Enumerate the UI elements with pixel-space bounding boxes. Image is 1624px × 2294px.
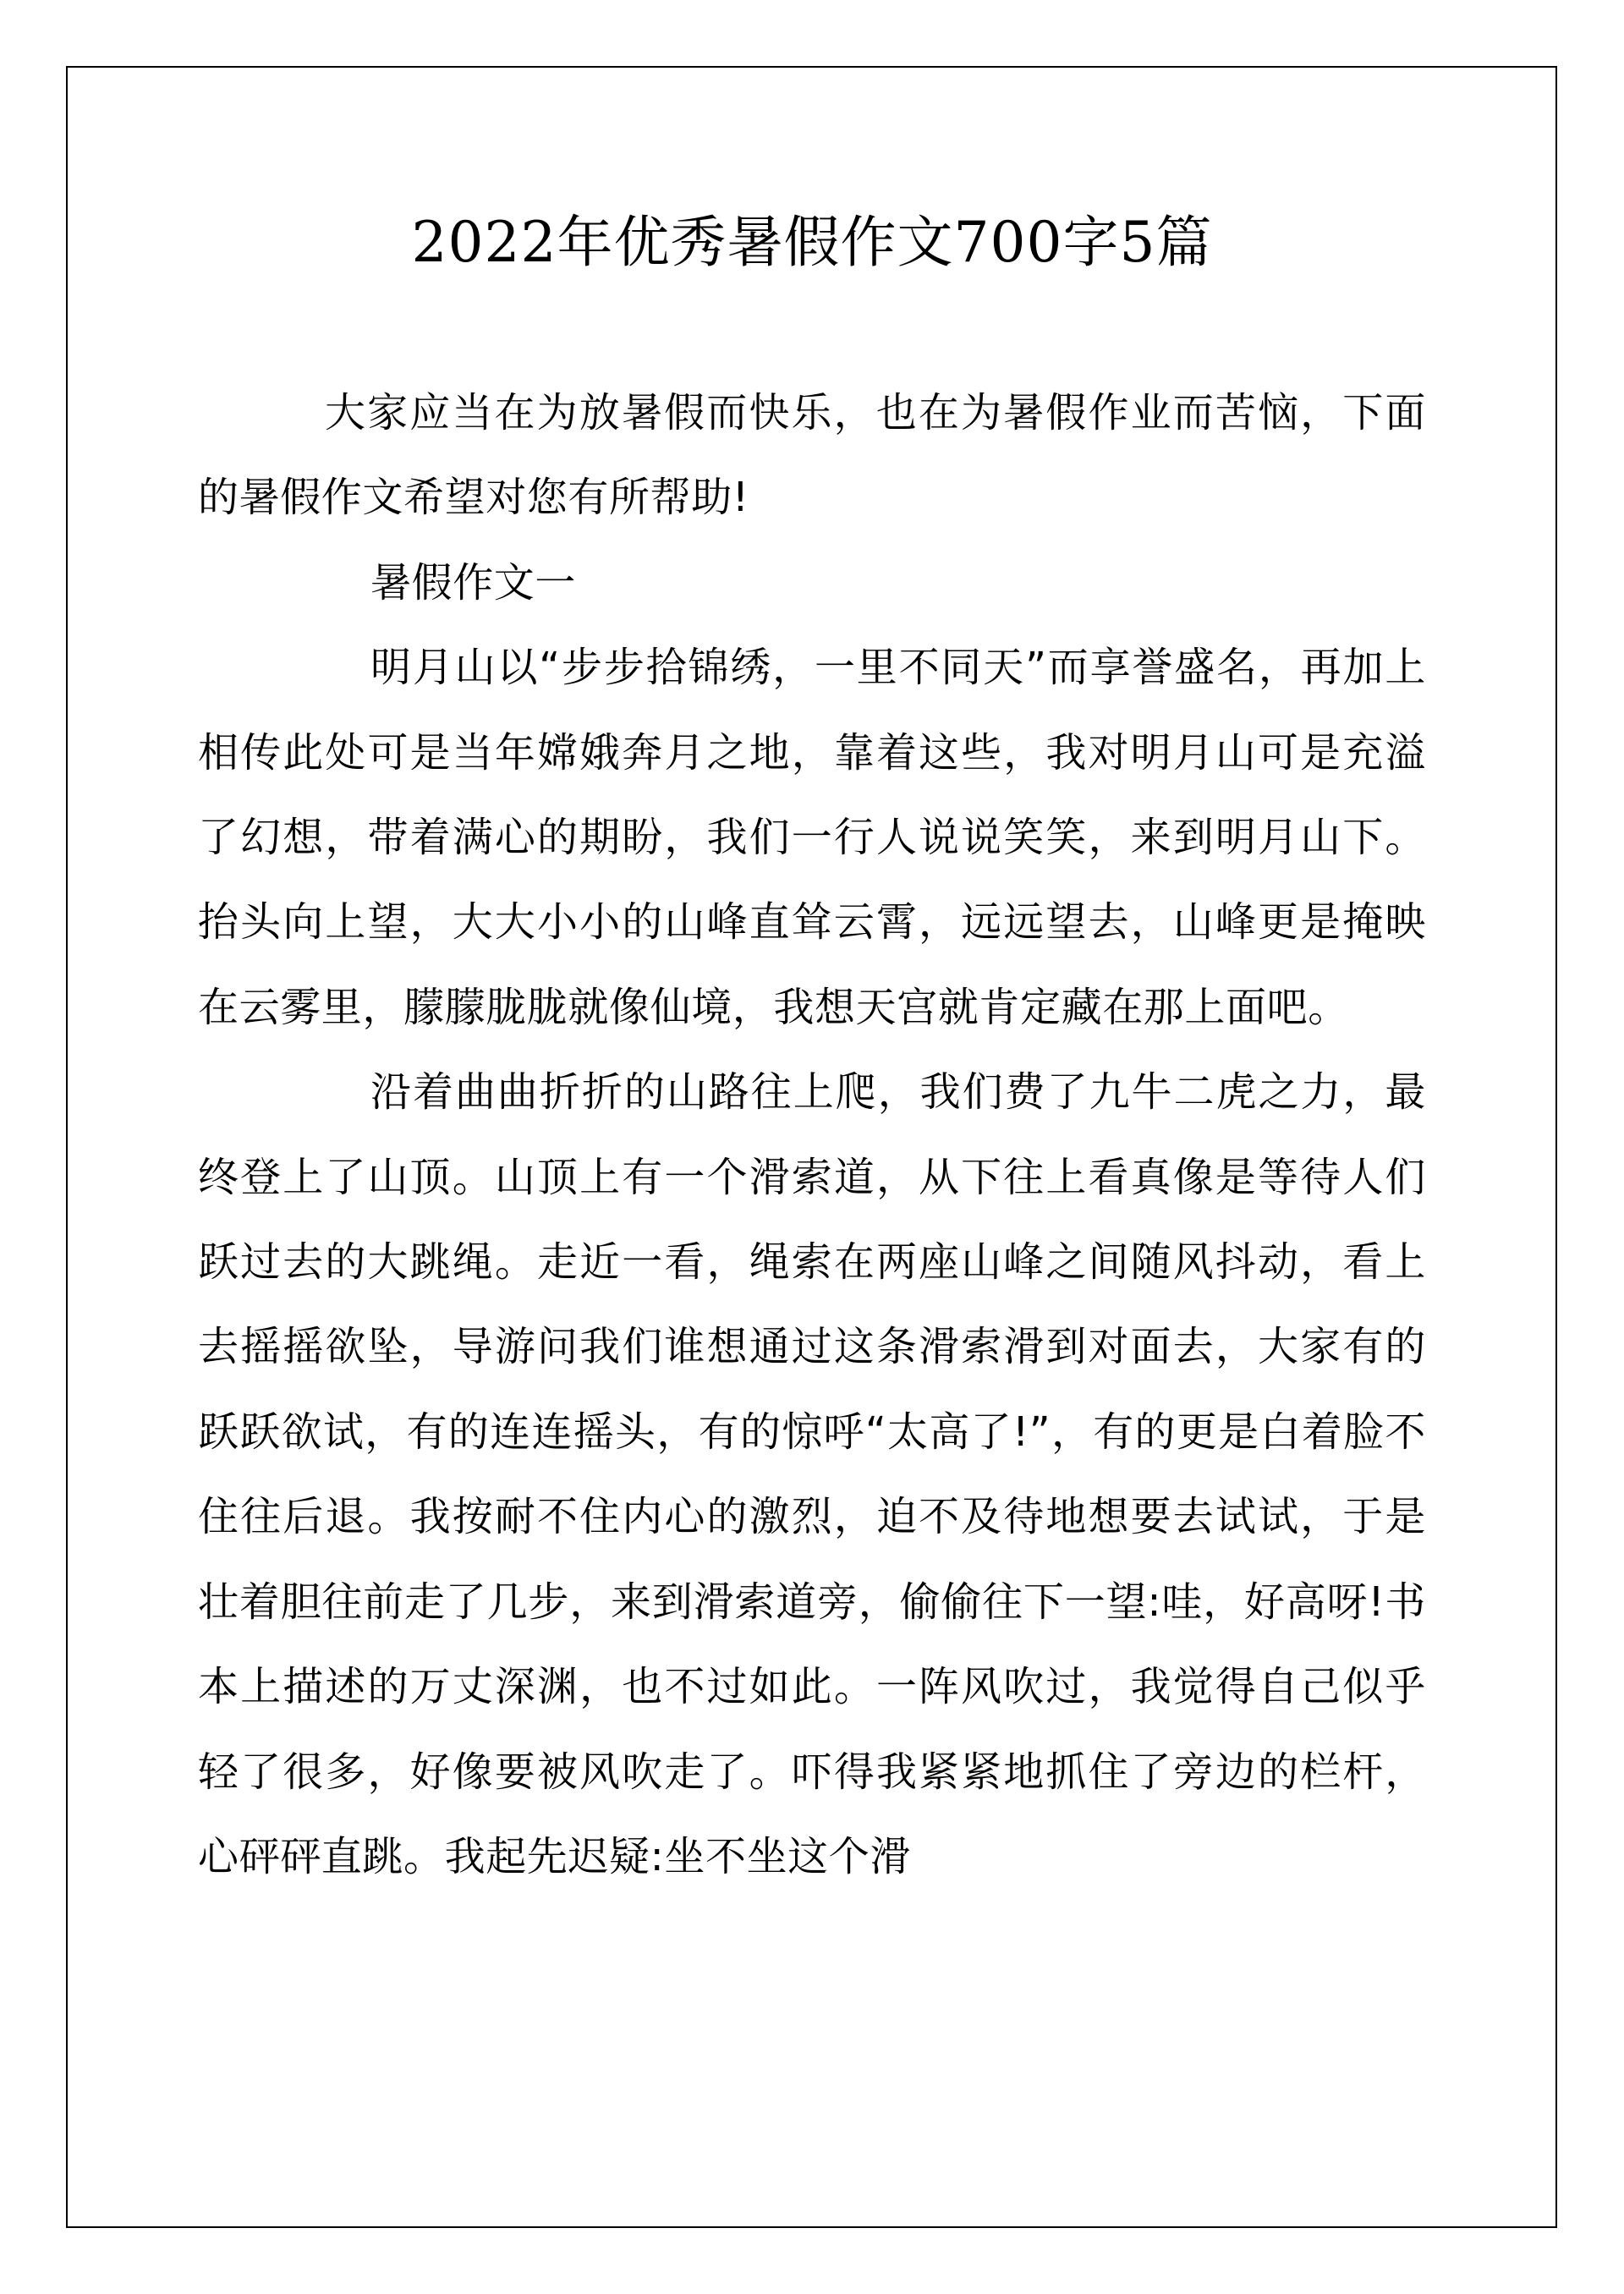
- document-body: [198, 370, 1426, 1899]
- intro-paragraph: 大家应当在为放暑假而快乐，也在为暑假作业而苦恼，下面的暑假作文希望对您有所帮助!: [198, 389, 1426, 522]
- section-heading: 暑假作文一: [370, 558, 577, 606]
- body-paragraph-2: 沿着曲曲折折的山路往上爬，我们费了九牛二虎之力，最终登上了山顶。山顶上有一个滑索道，从下往上看真像是等待人们跃过去的大跳绳。走近一看，绳索在两座山峰之间随风抖动，看上去摇摇欲坠，导游问我们谁想通过这条滑索滑到对面去，大家有的跃跃欲试，有的连连摇头，有的惊呼“太高了!”，有的更是白着脸不住往后退。我按耐不住内心的激烈，迫不及待地想要去试试，于是壮着胆往前走了几步，来到滑索道旁，偷偷往下一望:哇，好高呀!书本上描述的万丈深渊，也不过如此。一阵风吹过，我觉得自己似乎轻了很多，好像要被风吹走了。吓得我紧紧地抓住了旁边的栏杆，心砰砰直跳。我起先迟疑:坐不坐这个滑: [198, 1068, 1426, 1880]
- document-title: 2022年优秀暑假作文700字5篇: [411, 210, 1213, 275]
- body-paragraph-1: 明月山以“步步拾锦绣，一里不同天”而享誉盛名，再加上相传此处可是当年嫦娥奔月之地，靠着这些，我对明月山可是充溢了幻想，带着满心的期盼，我们一行人说说笑笑，来到明月山下。抬头向上望，大大小小的山峰直耸云霄，远远望去，山峰更是掩映在云雾里，朦朦胧胧就像仙境，我想天宫就肯定藏在那上面吧。: [198, 644, 1426, 1031]
